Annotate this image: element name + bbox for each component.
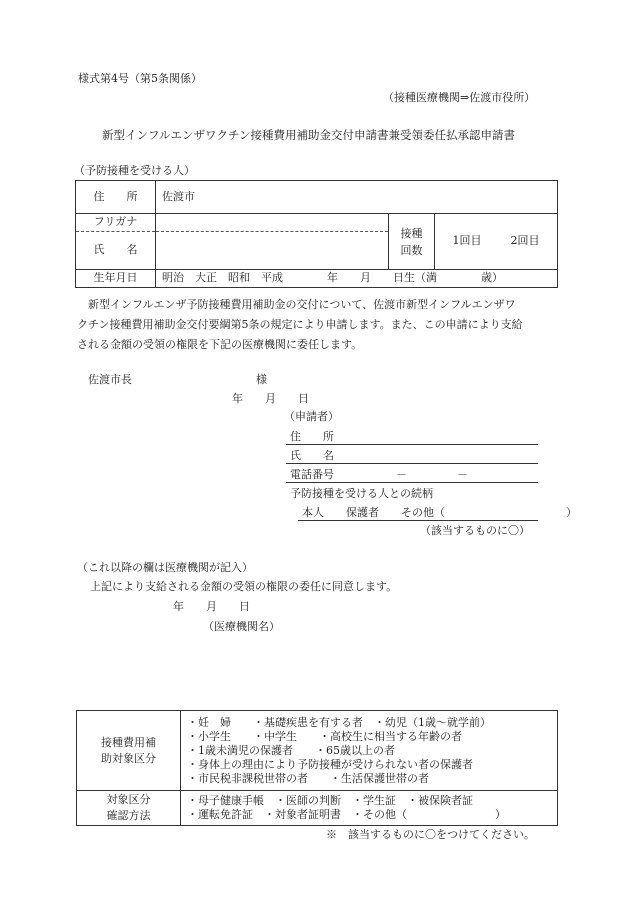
dose-first[interactable]: 1回目 bbox=[452, 234, 482, 248]
furigana-label: フリガナ bbox=[76, 214, 156, 232]
applicant-address-line[interactable] bbox=[286, 444, 538, 445]
eligibility-options[interactable] bbox=[181, 711, 558, 791]
eligibility-label: 接種費用補 助対象区分 bbox=[77, 711, 181, 791]
verification-line[interactable]: ・母子健康手帳 ・医師の判断 ・学生証 ・被保険者証 bbox=[187, 794, 473, 807]
phone-separator-2: － bbox=[457, 468, 468, 481]
applicant-phone-line[interactable] bbox=[286, 482, 538, 483]
name-label: 氏 名 bbox=[76, 232, 156, 270]
consent-date[interactable]: 年 月 日 bbox=[173, 600, 250, 613]
furigana-field[interactable] bbox=[156, 214, 389, 232]
applicant-name-line[interactable] bbox=[286, 463, 538, 464]
relation-line bbox=[298, 520, 538, 521]
address-value[interactable]: 佐渡市 bbox=[156, 181, 558, 214]
form-title: 新型インフルエンザワクチン接種費用補助金交付申請書兼受領委任払承認申請書 bbox=[102, 128, 515, 142]
recipient-caption: （予防接種を受ける人） bbox=[74, 164, 195, 177]
clinic-caption: （これ以降の欄は医療機関が記入） bbox=[77, 561, 253, 574]
birth-value[interactable]: 明治 大正 昭和 平成 年 月 日生（満 歳） bbox=[156, 270, 558, 288]
relation-note: （該当するものに〇） bbox=[420, 524, 530, 537]
verification-line[interactable]: ・運転免許証 ・対象者証明書 ・その他（ ） bbox=[187, 808, 506, 821]
applicant-name-label: 氏 名 bbox=[290, 449, 334, 462]
body-line-3: される金額の受領の権限を下記の医療機関に委任します。 bbox=[77, 338, 363, 351]
addressee: 佐渡市長 bbox=[88, 373, 132, 386]
address-label: 住 所 bbox=[76, 181, 156, 214]
dose-options[interactable] bbox=[435, 214, 558, 270]
verification-label: 対象区分 確認方法 bbox=[77, 791, 181, 826]
phone-separator-1: － bbox=[396, 468, 407, 481]
submission-route: （接種医療機関⇒佐渡市役所） bbox=[383, 91, 536, 104]
applicant-caption: （申請者） bbox=[284, 410, 339, 423]
footnote: ※ 該当するものに〇をつけてください。 bbox=[326, 828, 535, 841]
birth-label: 生年月日 bbox=[76, 270, 156, 288]
eligibility-line[interactable]: ・1歳未満児の保護者 ・65歳以上の者 bbox=[187, 743, 395, 757]
consent-statement: 上記により支給される金額の受領の権限の委任に同意します。 bbox=[90, 580, 398, 593]
applicant-phone-label: 電話番号 bbox=[290, 468, 334, 481]
name-field[interactable] bbox=[156, 232, 389, 270]
application-date[interactable]: 年 月 日 bbox=[232, 392, 309, 405]
dose-label: 接種 回数 bbox=[389, 214, 435, 270]
dose-second[interactable]: 2回目 bbox=[510, 234, 540, 248]
recipient-table bbox=[75, 180, 558, 288]
eligibility-line[interactable]: ・妊 婦 ・基礎疾患を有する者 ・幼児（1歳～就学前） bbox=[187, 715, 491, 729]
eligibility-line[interactable]: ・市民税非課税世帯の者 ・生活保護世帯の者 bbox=[187, 771, 429, 785]
honorific: 様 bbox=[256, 373, 267, 386]
relation-label: 予防接種を受ける人との続柄 bbox=[290, 487, 433, 500]
eligibility-line[interactable]: ・身体上の理由により予防接種が受けられない者の保護者 bbox=[187, 757, 473, 771]
eligibility-table bbox=[76, 710, 558, 826]
relation-options[interactable]: 本人 保護者 その他（ ） bbox=[302, 506, 577, 519]
body-line-2: クチン接種費用補助金交付要綱第5条の規定により申請します。また、この申請により支給 bbox=[77, 318, 523, 331]
clinic-name-label: （医療機関名） bbox=[203, 620, 280, 633]
verification-options[interactable] bbox=[181, 791, 558, 826]
eligibility-line[interactable]: ・小学生 ・中学生 ・高校生に相当する年齢の者 bbox=[187, 729, 462, 743]
applicant-address-label: 住 所 bbox=[290, 430, 334, 443]
form-number: 様式第4号（第5条関係） bbox=[78, 72, 202, 85]
body-line-1: 新型インフルエンザ予防接種費用補助金の交付について、佐渡市新型インフルエンザワ bbox=[88, 298, 516, 311]
